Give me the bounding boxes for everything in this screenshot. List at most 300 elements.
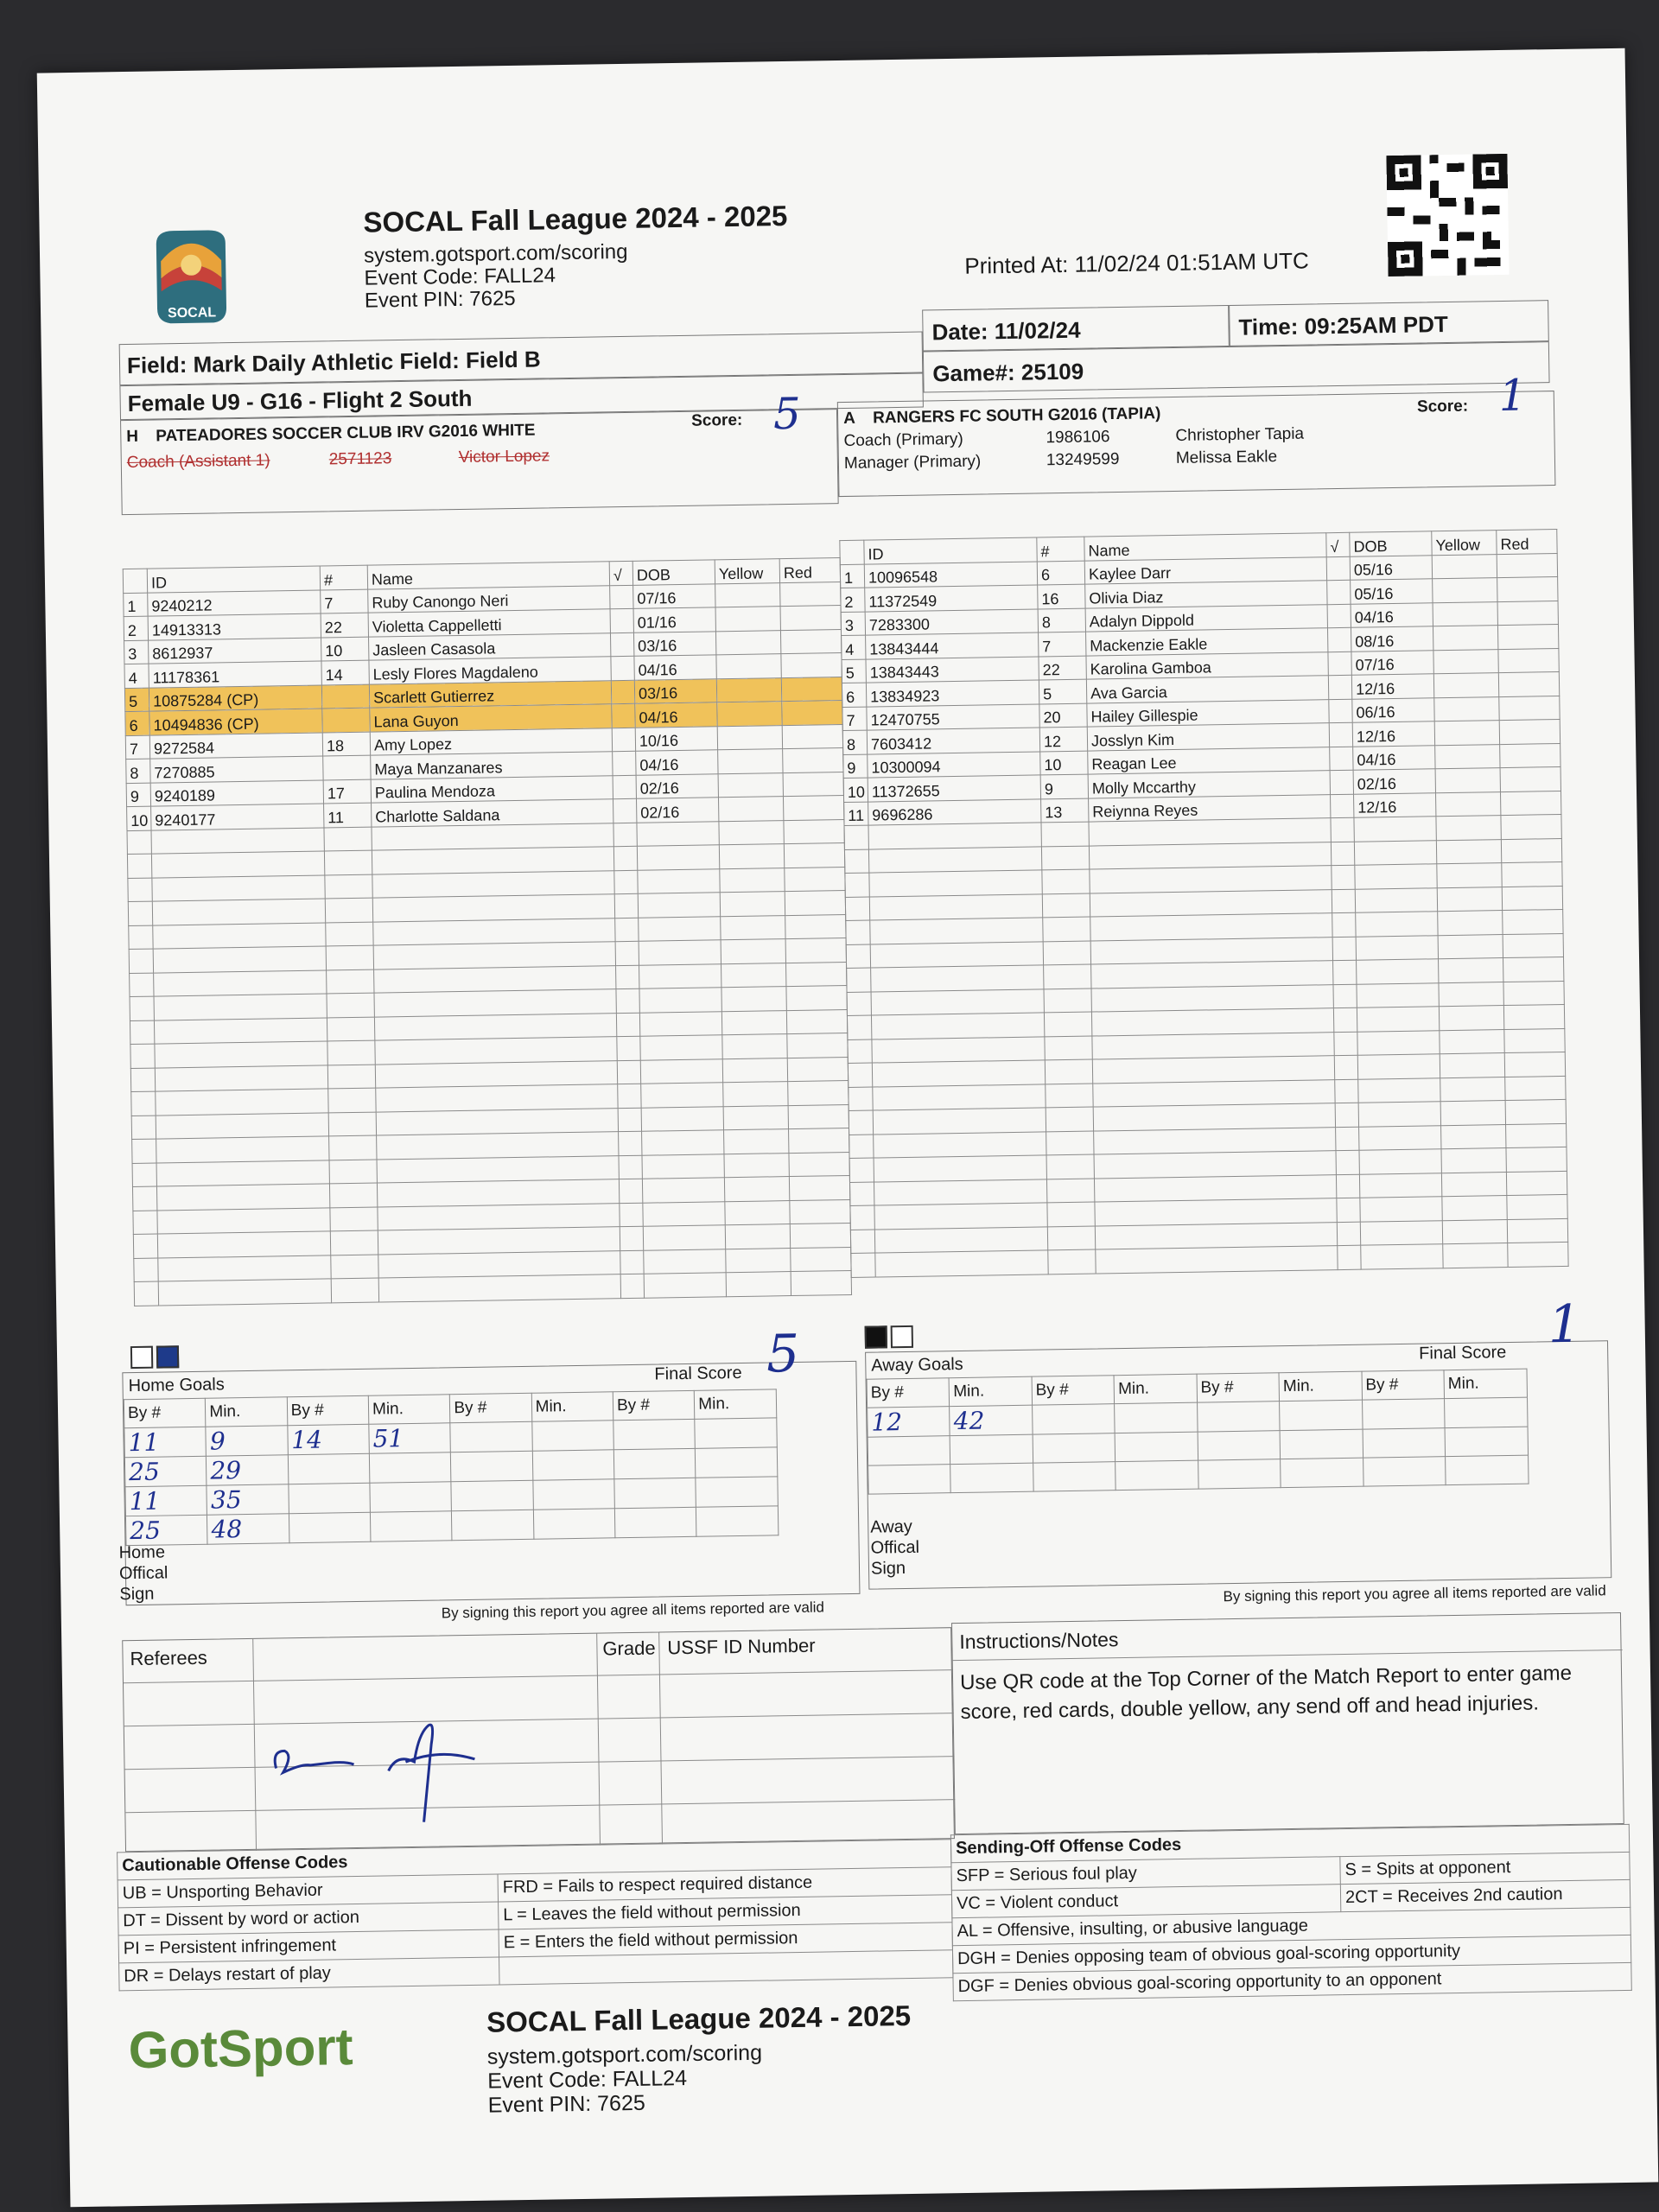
- away-player-dob: 02/16: [1353, 769, 1435, 794]
- home-row-number: [129, 949, 153, 973]
- home-roster-table: [123, 557, 852, 1306]
- home-player-name: [373, 942, 615, 969]
- away-red-cell: [1503, 981, 1564, 1006]
- away-player-dob: [1355, 887, 1437, 912]
- away-player-dob: 12/16: [1351, 674, 1433, 699]
- away-yellow-cell: [1438, 934, 1503, 959]
- home-row-number: 3: [124, 640, 149, 664]
- home-jersey-number: [323, 755, 371, 779]
- away-row-number: [846, 920, 870, 944]
- sendoff-code: SFP = Serious foul play: [951, 1857, 1340, 1891]
- away-check-cell: [1328, 652, 1351, 676]
- home-player-name: [372, 870, 614, 898]
- away-check-cell: [1329, 722, 1352, 747]
- home-player-id: [157, 1231, 330, 1258]
- home-yellow-cell: [721, 915, 785, 940]
- home-goals-col-by-3: By #: [450, 1393, 532, 1422]
- home-player-id: [154, 994, 327, 1020]
- home-goals-col-by-1: By #: [124, 1398, 206, 1427]
- home-jersey-number: [330, 1207, 378, 1231]
- home-yellow-cell: [725, 1224, 790, 1249]
- away-red-cell: [1507, 1194, 1567, 1219]
- home-check-cell: [616, 1013, 639, 1037]
- home-yellow-cell: [719, 820, 784, 845]
- away-jersey-number: 7: [1039, 632, 1086, 656]
- away-check-cell: [1335, 1103, 1358, 1127]
- home-yellow-cell: [723, 1105, 788, 1130]
- away-player-dob: [1357, 982, 1439, 1007]
- home-staff-role: Coach (Assistant 1): [126, 451, 270, 473]
- away-yellow-cell: [1438, 911, 1503, 936]
- away-row-number: 4: [842, 635, 866, 659]
- home-yellow-cell: [718, 749, 783, 774]
- home-player-id: [155, 1041, 327, 1068]
- home-col-red: Red: [779, 558, 840, 583]
- away-final-score-handwritten: 1: [1548, 1294, 1582, 1356]
- away-check-cell: [1333, 984, 1357, 1008]
- home-row-number: 7: [125, 735, 149, 760]
- away-yellow-cell: [1436, 839, 1501, 864]
- home-jersey-number: [321, 684, 369, 709]
- away-red-cell: [1499, 719, 1560, 744]
- home-goals-col-by-2: By #: [287, 1395, 369, 1425]
- away-red-cell: [1501, 814, 1561, 839]
- away-check-cell: [1335, 1079, 1358, 1103]
- away-player-name: [1089, 818, 1331, 846]
- sending-off-title: Sending-Off Offense Codes: [950, 1824, 1629, 1862]
- home-yellow-cell: [721, 963, 786, 988]
- home-player-name: [374, 965, 616, 993]
- away-row-number: [849, 1182, 874, 1206]
- home-red-cell: [782, 724, 842, 749]
- home-red-cell: [789, 1175, 849, 1200]
- header-event-pin: Event PIN: 7625: [364, 286, 516, 313]
- away-jersey-number: [1045, 1059, 1092, 1084]
- printed-at: Printed At: 11/02/24 01:51AM UTC: [964, 247, 1309, 279]
- home-navy-swatch-icon: [156, 1345, 179, 1368]
- home-goals-col-min-2: Min.: [368, 1395, 450, 1424]
- away-staff-name-1: Christopher Tapia: [1175, 424, 1305, 445]
- away-player-id: 7603412: [867, 728, 1039, 754]
- away-red-cell: [1503, 957, 1564, 982]
- home-yellow-cell: [723, 1082, 788, 1107]
- away-row-number: 6: [842, 683, 866, 707]
- home-red-cell: [785, 962, 846, 987]
- home-player-name: Charlotte Saldana: [372, 799, 613, 827]
- away-goals-col-min-3: Min.: [1279, 1371, 1362, 1401]
- home-player-id: 7270885: [150, 756, 323, 783]
- home-check-cell: [619, 1131, 642, 1155]
- away-yellow-cell: [1433, 578, 1497, 603]
- header-event-code: Event Code: FALL24: [364, 264, 556, 290]
- gotsport-logo: GotSport: [128, 2018, 354, 2080]
- away-player-dob: 12/16: [1354, 792, 1436, 817]
- away-yellow-cell: [1433, 601, 1497, 626]
- home-staff-id: 2571123: [328, 449, 392, 469]
- away-player-name: [1094, 1127, 1336, 1154]
- away-row-number: 11: [844, 802, 868, 826]
- home-player-id: [153, 922, 326, 949]
- away-staff-role-2: Manager (Primary): [843, 452, 982, 473]
- away-jersey-number: 5: [1039, 679, 1086, 703]
- away-row-number: [849, 1135, 874, 1159]
- away-jersey-number: [1046, 1107, 1093, 1131]
- home-player-name: [378, 1274, 620, 1302]
- away-player-id: [871, 1013, 1044, 1039]
- away-col-id: ID: [864, 537, 1037, 564]
- home-player-id: [156, 1184, 329, 1211]
- away-player-id: 7283300: [865, 608, 1038, 635]
- away-goal-by: 12: [868, 1407, 950, 1437]
- away-player-name: [1089, 842, 1331, 869]
- away-player-id: [873, 1084, 1046, 1110]
- home-jersey-number: [329, 1160, 377, 1184]
- home-check-cell: [612, 728, 635, 752]
- home-goals-title: Home Goals: [128, 1375, 225, 1396]
- away-roster-table: [839, 529, 1568, 1277]
- away-score-label: Score:: [1416, 397, 1469, 416]
- home-jersey-number: [327, 993, 374, 1017]
- home-goals-col-min-3: Min.: [531, 1392, 613, 1421]
- away-check-cell: [1327, 627, 1351, 652]
- away-player-id: [870, 941, 1043, 968]
- away-check-cell: [1332, 937, 1356, 961]
- away-check-cell: [1337, 1198, 1360, 1222]
- logo-text: SOCAL: [167, 305, 217, 321]
- away-official-sign-label: Away Offical Sign: [870, 1516, 920, 1579]
- away-row-number: [848, 1063, 872, 1087]
- away-jersey-number: 22: [1039, 656, 1086, 680]
- home-red-cell: [785, 938, 846, 963]
- away-goals-col-min-4: Min.: [1444, 1369, 1527, 1398]
- home-check-cell: [618, 1108, 641, 1132]
- away-red-cell: [1498, 672, 1559, 697]
- home-player-id: [158, 1279, 331, 1306]
- caution-code: DT = Dissent by word or action: [118, 1902, 499, 1936]
- home-player-dob: [644, 1249, 726, 1274]
- home-player-dob: [639, 1011, 721, 1036]
- home-row-number: [127, 854, 151, 878]
- away-player-dob: [1358, 1077, 1440, 1103]
- away-yellow-cell: [1434, 721, 1499, 746]
- away-player-id: 10300094: [868, 751, 1040, 778]
- sendoff-code: VC = Violent conduct: [951, 1885, 1340, 1918]
- away-red-cell: [1497, 625, 1558, 650]
- home-player-id: [151, 827, 324, 854]
- home-player-name: [372, 894, 614, 922]
- away-col-dob: DOB: [1350, 531, 1432, 556]
- home-goal-by: 11: [124, 1427, 207, 1457]
- away-check-cell: [1337, 1222, 1360, 1246]
- away-player-id: [875, 1250, 1048, 1277]
- home-goals-box: [118, 1323, 860, 1605]
- home-yellow-cell: [715, 630, 780, 655]
- referees-box: [122, 1627, 955, 1852]
- home-check-cell: [618, 1084, 641, 1108]
- sending-off-codes-table: [950, 1824, 1632, 2001]
- away-red-cell: [1500, 791, 1560, 816]
- away-jersey-number: 16: [1038, 584, 1085, 608]
- home-check-cell: [611, 656, 634, 680]
- home-yellow-cell: [715, 582, 780, 607]
- home-yellow-cell: [721, 1010, 786, 1035]
- home-player-name: Paulina Mendoza: [371, 775, 613, 803]
- home-jersey-number: [327, 1040, 375, 1065]
- away-goal-min: 42: [950, 1405, 1033, 1435]
- away-yellow-cell: [1440, 1077, 1505, 1102]
- away-red-cell: [1504, 1052, 1565, 1077]
- home-goal-min: 9: [206, 1426, 288, 1456]
- home-player-name: [378, 1250, 620, 1278]
- home-player-dob: [642, 1130, 724, 1155]
- away-player-id: [874, 1226, 1047, 1253]
- away-col-row: [840, 540, 864, 564]
- home-player-name: [374, 989, 616, 1017]
- home-check-cell: [613, 798, 636, 823]
- home-jersey-number: [327, 1017, 374, 1041]
- home-final-score-handwritten: 5: [766, 1323, 800, 1385]
- home-red-cell: [786, 1009, 847, 1034]
- home-player-dob: 03/16: [633, 631, 715, 656]
- away-jersey-number: 20: [1039, 703, 1087, 728]
- home-goal-min: 29: [207, 1455, 289, 1485]
- away-player-name: [1094, 1151, 1336, 1179]
- home-red-cell: [790, 1223, 850, 1248]
- away-jersey-number: [1047, 1202, 1095, 1226]
- away-staff-id-2: 13249599: [1046, 449, 1120, 470]
- away-col-num: #: [1037, 537, 1084, 561]
- home-row-number: [132, 1139, 156, 1163]
- home-check-cell: [613, 775, 636, 799]
- home-yellow-cell: [724, 1153, 789, 1178]
- away-player-dob: [1359, 1173, 1441, 1198]
- home-check-cell: [619, 1179, 642, 1203]
- home-check-cell: [615, 941, 639, 965]
- away-player-id: [870, 918, 1043, 944]
- home-jersey-number: 17: [323, 779, 371, 804]
- away-yellow-cell: [1434, 696, 1499, 721]
- home-yellow-cell: [722, 1034, 787, 1059]
- home-player-id: [152, 899, 325, 925]
- qr-code[interactable]: [1386, 154, 1509, 276]
- away-check-cell: [1332, 912, 1356, 937]
- home-col-check: √: [609, 561, 632, 585]
- away-row-number: [847, 968, 871, 992]
- home-row-number: [128, 878, 152, 902]
- home-jersey-number: 18: [322, 732, 370, 756]
- away-score-handwritten: 1: [1498, 370, 1528, 422]
- home-col-num: #: [320, 565, 367, 589]
- away-jersey-number: [1043, 917, 1090, 941]
- home-player-name: [372, 823, 613, 850]
- home-red-cell: [786, 985, 847, 1010]
- home-player-name: Jasleen Casasola: [369, 632, 611, 660]
- away-player-id: [873, 1108, 1046, 1135]
- home-player-id: [156, 1112, 328, 1139]
- home-player-name: [375, 1060, 617, 1088]
- time-box: [1229, 300, 1549, 346]
- away-player-dob: [1357, 959, 1439, 984]
- away-player-dob: [1360, 1197, 1442, 1222]
- home-jersey-number: [324, 827, 372, 851]
- home-jersey-number: [325, 874, 372, 899]
- home-check-cell: [619, 1155, 642, 1179]
- home-staff-name: Victor Lopez: [458, 447, 550, 467]
- home-player-dob: [643, 1201, 725, 1226]
- home-yellow-cell: [724, 1129, 789, 1154]
- away-row-number: 1: [840, 564, 864, 588]
- away-red-cell: [1507, 1218, 1567, 1243]
- home-player-name: Ruby Canongo Neri: [368, 585, 610, 613]
- away-player-id: [871, 988, 1044, 1015]
- home-red-cell: [780, 606, 841, 631]
- away-check-cell: [1329, 699, 1352, 723]
- away-jersey-number: 13: [1041, 798, 1089, 823]
- home-col-yellow: Yellow: [715, 559, 779, 584]
- home-red-cell: [783, 748, 843, 773]
- home-player-dob: [644, 1273, 726, 1298]
- away-player-name: Ava Garcia: [1086, 676, 1328, 703]
- home-player-dob: 02/16: [636, 773, 718, 798]
- home-player-name: Amy Lopez: [370, 728, 612, 755]
- away-red-cell: [1500, 743, 1560, 768]
- sendoff-code: S = Spits at opponent: [1340, 1852, 1630, 1884]
- away-player-name: Reiynna Reyes: [1089, 794, 1331, 822]
- match-time: Time: 09:25AM PDT: [1238, 310, 1448, 340]
- away-jersey-number: [1046, 1131, 1094, 1155]
- home-red-cell: [780, 582, 841, 607]
- home-agree-text: By signing this report you agree all items reported are valid: [441, 1599, 825, 1622]
- home-red-cell: [787, 1057, 848, 1082]
- home-red-cell: [789, 1128, 849, 1153]
- notes-text: Use QR code at the Top Corner of the Match Report to enter game score, red cards, double yellow, any send off and head injuries.: [959, 1661, 1573, 1725]
- away-check-cell: [1336, 1174, 1359, 1198]
- home-final-score-label: Final Score: [654, 1363, 742, 1384]
- away-player-name: Kaylee Darr: [1084, 556, 1326, 584]
- home-player-name: Scarlett Gutierrez: [369, 680, 611, 708]
- home-goal-by: 25: [125, 1515, 207, 1545]
- home-row-number: 4: [124, 664, 149, 688]
- away-red-cell: [1502, 886, 1562, 911]
- sendoff-code: AL = Offensive, insulting, or abusive language: [952, 1907, 1630, 1945]
- away-agree-text: By signing this report you agree all items reported are valid: [1223, 1582, 1606, 1605]
- away-jersey-number: 9: [1040, 774, 1088, 798]
- home-check-cell: [613, 846, 637, 870]
- home-jersey-number: [326, 922, 373, 946]
- away-player-id: [874, 1179, 1046, 1205]
- away-yellow-cell: [1440, 1053, 1504, 1078]
- home-row-number: 2: [124, 616, 148, 640]
- away-col-name: Name: [1084, 533, 1326, 561]
- away-jersey-number: 8: [1038, 608, 1085, 632]
- away-check-cell: [1331, 842, 1354, 866]
- caution-code: L = Leaves the field without permission: [499, 1895, 952, 1929]
- away-yellow-cell: [1435, 768, 1500, 793]
- away-player-name: [1091, 1008, 1333, 1036]
- away-row-number: [845, 873, 869, 897]
- away-staff-id-1: 1986106: [1046, 428, 1110, 448]
- away-player-name: [1095, 1198, 1337, 1226]
- home-check-cell: [613, 751, 636, 775]
- away-col-yellow: Yellow: [1432, 531, 1497, 556]
- away-row-number: [844, 849, 868, 874]
- away-staff-name-2: Melissa Eakle: [1175, 448, 1278, 467]
- away-player-id: [874, 1131, 1046, 1158]
- home-player-dob: 01/16: [633, 607, 715, 632]
- home-player-name: [378, 1227, 620, 1255]
- home-official-sign-label: Home Offical Sign: [118, 1542, 168, 1605]
- away-check-cell: [1330, 770, 1353, 794]
- away-check-cell: [1333, 960, 1357, 984]
- away-yellow-cell: [1440, 1101, 1505, 1126]
- away-player-dob: [1356, 912, 1438, 937]
- home-row-number: [130, 1068, 155, 1092]
- home-check-cell: [620, 1226, 643, 1250]
- home-red-cell: [791, 1270, 851, 1295]
- home-player-name: [376, 1084, 618, 1112]
- away-yellow-cell: [1441, 1148, 1506, 1173]
- home-red-cell: [788, 1104, 849, 1129]
- away-red-cell: [1508, 1242, 1568, 1267]
- home-jersey-number: [329, 1183, 377, 1207]
- away-red-cell: [1506, 1123, 1567, 1148]
- away-row-number: 10: [843, 778, 868, 802]
- home-jersey-number: [327, 1065, 375, 1089]
- away-goals-col-by-2: By #: [1032, 1376, 1115, 1405]
- home-yellow-cell: [720, 868, 785, 893]
- away-side-letter: A: [842, 409, 856, 428]
- away-player-dob: [1357, 1030, 1440, 1055]
- home-check-cell: [617, 1060, 640, 1084]
- away-check-cell: [1334, 1055, 1357, 1079]
- away-player-dob: [1359, 1149, 1441, 1174]
- home-red-cell: [788, 1080, 849, 1105]
- home-player-dob: 02/16: [636, 798, 718, 823]
- home-goals-table: [124, 1388, 861, 1546]
- away-goals-col-by-4: By #: [1362, 1370, 1445, 1400]
- away-red-cell: [1506, 1171, 1567, 1196]
- home-red-cell: [782, 701, 842, 726]
- home-yellow-cell: [717, 725, 782, 750]
- home-player-name: Violetta Cappelletti: [368, 609, 610, 637]
- home-row-number: 8: [126, 759, 150, 783]
- referees-title: Referees: [130, 1646, 208, 1670]
- away-player-name: Karolina Gamboa: [1086, 652, 1328, 679]
- away-player-dob: 08/16: [1351, 626, 1433, 652]
- away-player-id: 10096548: [864, 561, 1037, 588]
- home-player-name: [374, 1013, 616, 1040]
- home-player-dob: [637, 821, 719, 846]
- away-player-id: 12470755: [867, 703, 1039, 730]
- date-box: [922, 305, 1230, 352]
- away-goals-col-by-1: By #: [867, 1378, 950, 1408]
- cautionable-title: Cautionable Offense Codes: [118, 1840, 951, 1880]
- away-check-cell: [1330, 747, 1353, 771]
- home-jersey-number: [324, 850, 372, 874]
- away-player-dob: [1355, 864, 1437, 889]
- home-jersey-number: 7: [321, 589, 368, 613]
- away-player-id: 13843443: [866, 656, 1039, 683]
- away-player-dob: 04/16: [1351, 602, 1433, 627]
- away-red-cell: [1503, 933, 1563, 958]
- away-check-cell: [1332, 889, 1355, 913]
- home-player-id: [154, 969, 327, 996]
- home-check-cell: [612, 703, 635, 728]
- home-player-dob: 03/16: [634, 678, 716, 703]
- home-yellow-cell: [721, 987, 786, 1012]
- home-check-cell: [611, 680, 634, 704]
- home-yellow-cell: [716, 677, 781, 702]
